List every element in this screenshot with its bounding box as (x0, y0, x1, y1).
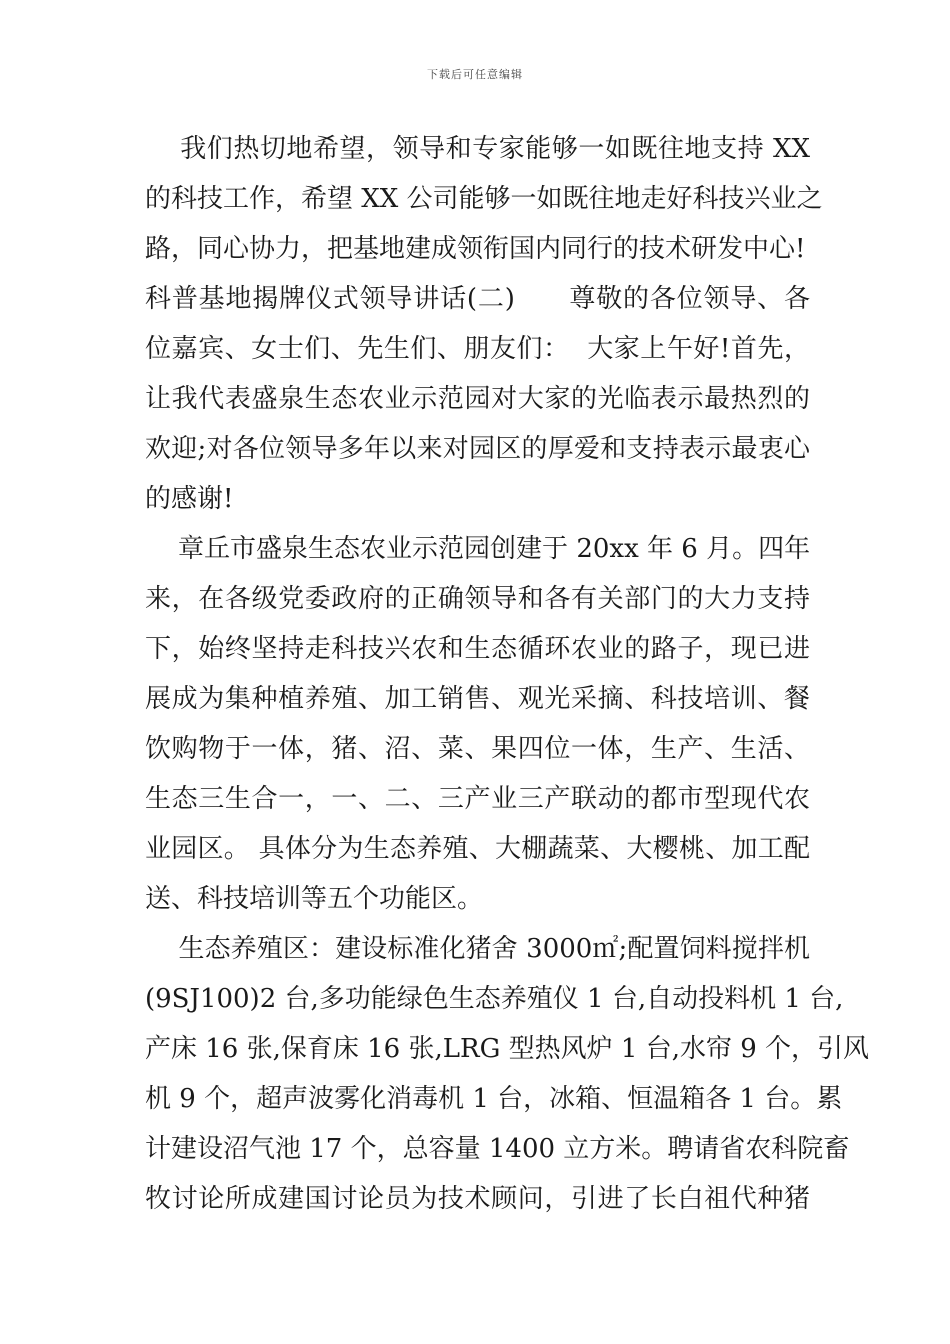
text-line: 送、科技培训等五个功能区。 (145, 884, 484, 914)
text-line: 让我代表盛泉生态农业示范园对大家的光临表示最热烈的 (145, 384, 810, 414)
text-line: 欢迎;对各位领导多年以来对园区的厚爱和支持表示最衷心 (145, 434, 810, 464)
text-line: 章丘市盛泉生态农业示范园创建于 20xx 年 6 月。四年 (145, 534, 811, 564)
text-line: 下，始终坚持走科技兴农和生态循环农业的路子，现已进 (145, 634, 810, 664)
text-line: 生态养殖区：建设标准化猪舍 3000㎡;配置饲料搅拌机 (145, 934, 810, 964)
text-line: 产床 16 张,保育床 16 张,LRG 型热风炉 1 台,水帘 9 个，引风 (145, 1034, 870, 1064)
text-line: 牧讨论所成建国讨论员为技术顾问，引进了长白祖代种猪 (145, 1184, 810, 1214)
text-line: (9SJ100)2 台,多功能绿色生态养殖仪 1 台,自动投料机 1 台, (145, 984, 844, 1014)
text-line: 来，在各级党委政府的正确领导和各有关部门的大力支持 (145, 584, 810, 614)
text-line: 的科技工作，希望 XX 公司能够一如既往地走好科技兴业之 (145, 184, 823, 214)
text-line: 的感谢! (145, 484, 234, 514)
text-line: 计建设沼气池 17 个，总容量 1400 立方米。聘请省农科院畜 (145, 1134, 850, 1164)
text-line: 生态三生合一，一、二、三产业三产联动的都市型现代农 (145, 784, 810, 814)
document-body (145, 124, 870, 1224)
text-line: 位嘉宾、女士们、先生们、朋友们： 大家上午好!首先， (145, 334, 810, 364)
text-line: 机 9 个，超声波雾化消毒机 1 台，冰箱、恒温箱各 1 台。累 (145, 1084, 843, 1114)
text-line: 展成为集种植养殖、加工销售、观光采摘、科技培训、餐 (145, 684, 810, 714)
text-line: 业园区。 具体分为生态养殖、大棚蔬菜、大樱桃、加工配 (145, 834, 810, 864)
text-line: 饮购物于一体，猪、沼、菜、果四位一体，生产、生活、 (145, 734, 810, 764)
header-note: 下载后可任意编辑 (427, 68, 523, 81)
text-line: 路，同心协力，把基地建成领衔国内同行的技术研发中心! (145, 234, 806, 264)
text-line: 科普基地揭牌仪式领导讲话(二) 尊敬的各位领导、各 (145, 284, 810, 314)
text-line: 我们热切地希望，领导和专家能够一如既往地支持 XX (145, 134, 810, 164)
